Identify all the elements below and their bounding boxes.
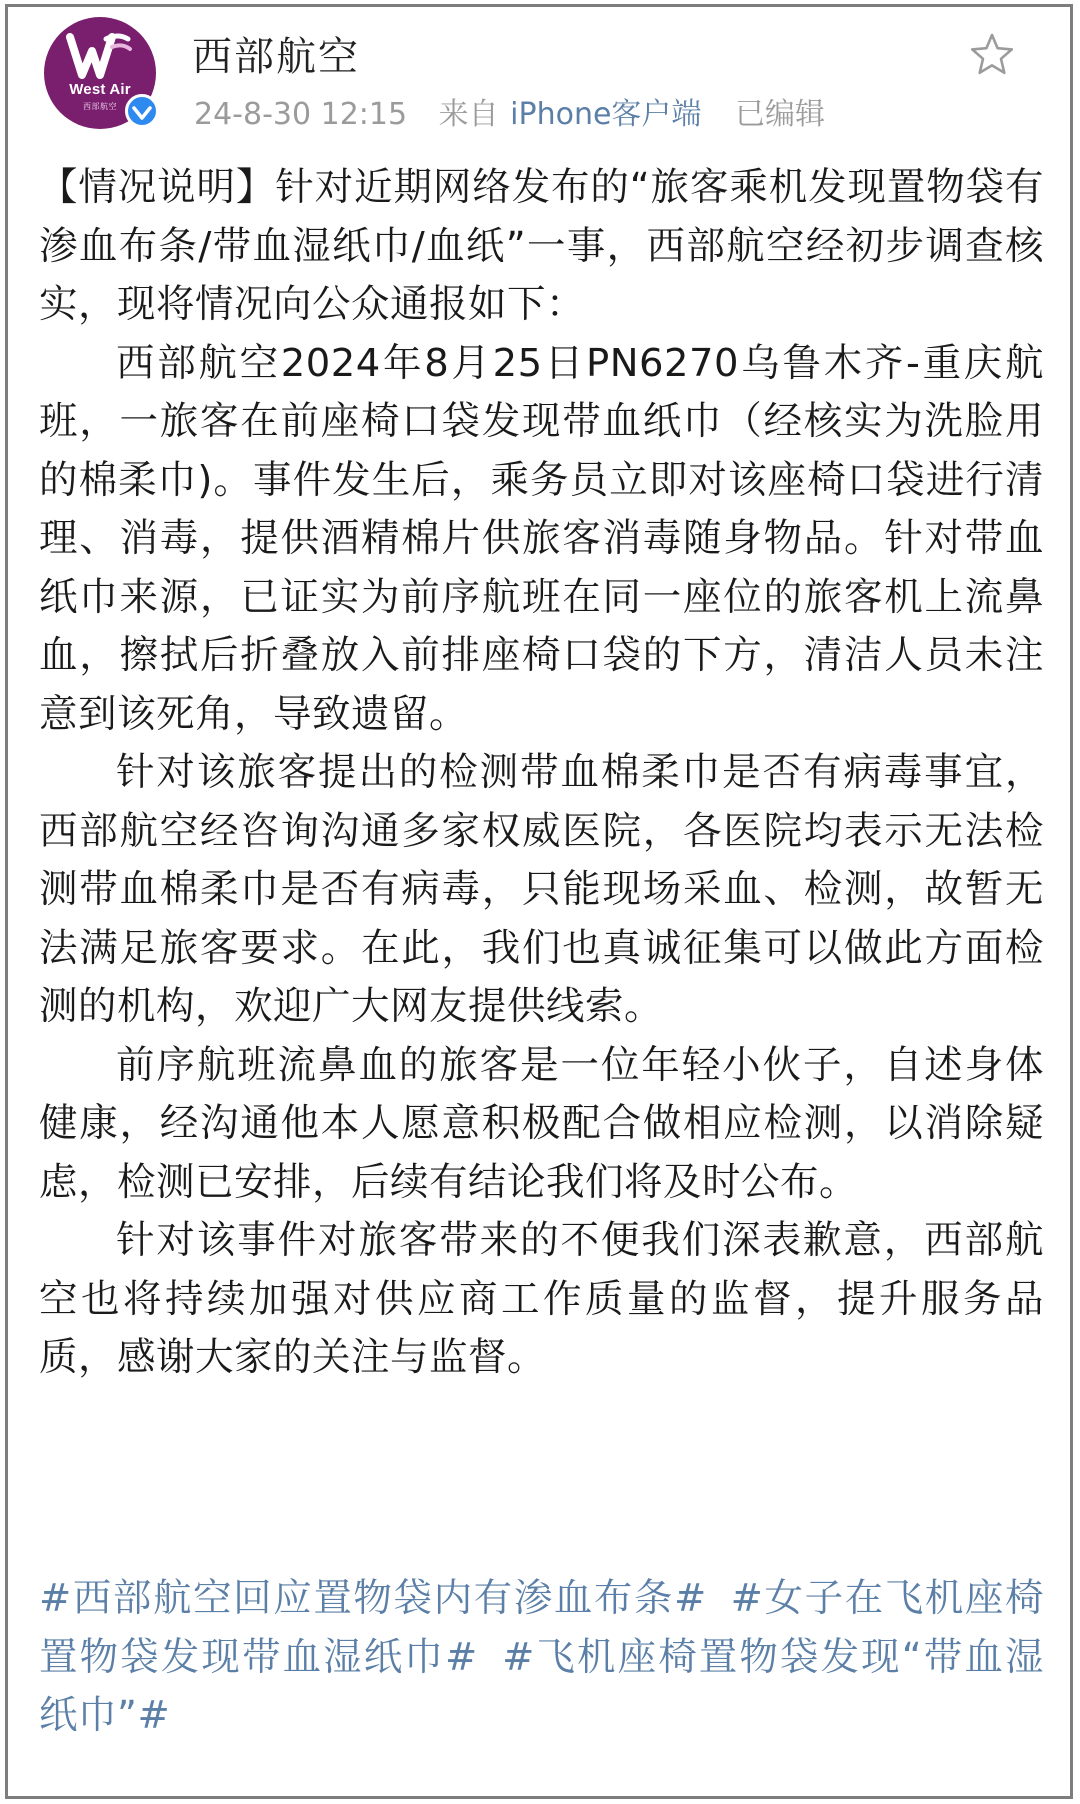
post-body	[39, 159, 1044, 1388]
post-meta	[194, 89, 825, 133]
post-paragraph: 【情况说明】针对近期网络发布的“旅客乘机发现置物袋有渗血布条/带血湿纸巾/血纸”一事，西部航空经初步调查核实，现将情况向公众通报如下：	[39, 165, 1044, 327]
hashtag-link[interactable]: #西部航空回应置物袋内有渗血布条#	[39, 1576, 707, 1621]
post-paragraph: 针对该事件对旅客带来的不便我们深表歉意，西部航空也将持续加强对供应商工作质量的监督，提升服务品质，感谢大家的关注与监督。	[39, 1218, 1044, 1380]
post-paragraph: 西部航空2024年8月25日PN6270乌鲁木齐-重庆航班，一旅客在前座椅口袋发现带血纸巾（经核实为洗脸用的棉柔巾)。事件发生后，乘务员立即对该座椅口袋进行清理、消毒，提供酒精棉片供旅客消毒随身物品。针对带血纸巾来源，已证实为前序航班在同一座位的旅客机上流鼻血，擦拭后折叠放入前排座椅口袋的下方，清洁人员未注意到该死角，导致遗留。	[39, 340, 1044, 737]
hashtag-list	[39, 1570, 1044, 1746]
hashtag-link[interactable]: #飞机座椅置物袋发现“带血湿纸巾”#	[39, 1634, 1044, 1738]
west-air-logo-icon	[66, 31, 134, 81]
account-name[interactable]: 西部航空	[192, 34, 360, 80]
avatar-brand-text: West Air	[69, 81, 131, 98]
verified-icon	[125, 94, 159, 128]
edited-label[interactable]: 已编辑	[734, 97, 825, 132]
weibo-post-card	[5, 4, 1073, 1799]
post-paragraph: 针对该旅客提出的检测带血棉柔巾是否有病毒事宜，西部航空经咨询沟通多家权威医院，各医院均表示无法检测带血棉柔巾是否有病毒，只能现场采血、检测，故暂无法满足旅客要求。在此，我们也真诚征集可以做此方面检测的机构，欢迎广大网友提供线索。	[39, 750, 1044, 1029]
hashtag-link[interactable]: #女子在飞机座椅置物袋发现带血湿纸巾#	[39, 1576, 1044, 1680]
source-client-link[interactable]: iPhone客户端	[510, 97, 702, 132]
source-prefix: 来自	[438, 97, 499, 132]
avatar-brand-subtext: 西部航空	[83, 102, 117, 111]
post-timestamp: 24-8-30 12:15	[194, 97, 408, 132]
post-paragraph: 前序航班流鼻血的旅客是一位年轻小伙子，自述身体健康，经沟通他本人愿意积极配合做相应检测，以消除疑虑，检测已安排，后续有结论我们将及时公布。	[39, 1042, 1044, 1205]
star-icon[interactable]	[968, 31, 1016, 79]
